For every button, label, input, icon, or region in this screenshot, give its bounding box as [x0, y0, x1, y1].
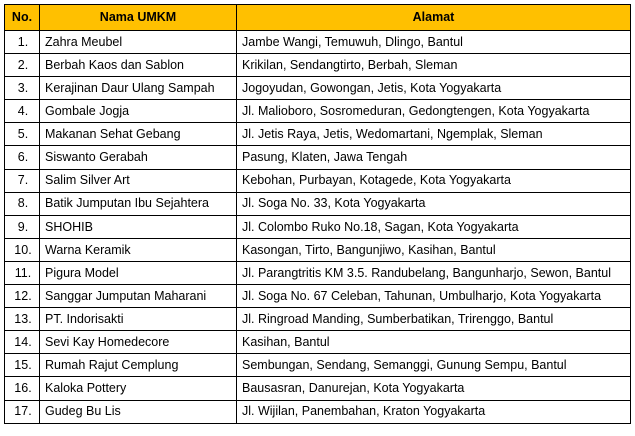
- cell-nama-umkm: Berbah Kaos dan Sablon: [40, 54, 237, 77]
- cell-alamat: Jl. Jetis Raya, Jetis, Wedomartani, Ngemplak, Sleman: [237, 123, 631, 146]
- table-row: [5, 261, 631, 284]
- cell-nama-umkm: Pigura Model: [40, 261, 237, 284]
- table-row: [5, 146, 631, 169]
- cell-alamat: Jl. Soga No. 33, Kota Yogyakarta: [237, 192, 631, 215]
- cell-no: 6.: [5, 146, 40, 169]
- umkm-table: [4, 4, 631, 424]
- cell-alamat: Jl. Parangtritis KM 3.5. Randubelang, Bangunharjo, Sewon, Bantul: [237, 261, 631, 284]
- cell-alamat: Pasung, Klaten, Jawa Tengah: [237, 146, 631, 169]
- cell-nama-umkm: Kaloka Pottery: [40, 377, 237, 400]
- umkm-table-container: [4, 4, 631, 424]
- cell-nama-umkm: Sevi Kay Homedecore: [40, 331, 237, 354]
- header-nama-umkm: Nama UMKM: [40, 5, 237, 31]
- cell-alamat: Krikilan, Sendangtirto, Berbah, Sleman: [237, 54, 631, 77]
- table-row: [5, 169, 631, 192]
- table-row: [5, 54, 631, 77]
- cell-nama-umkm: Zahra Meubel: [40, 31, 237, 54]
- table-row: [5, 331, 631, 354]
- cell-nama-umkm: Gudeg Bu Lis: [40, 400, 237, 423]
- cell-alamat: Jl. Malioboro, Sosromeduran, Gedongtengen, Kota Yogyakarta: [237, 100, 631, 123]
- table-row: [5, 123, 631, 146]
- cell-nama-umkm: Siswanto Gerabah: [40, 146, 237, 169]
- cell-alamat: Jl. Colombo Ruko No.18, Sagan, Kota Yogyakarta: [237, 215, 631, 238]
- cell-no: 12.: [5, 285, 40, 308]
- table-row: [5, 238, 631, 261]
- cell-no: 9.: [5, 215, 40, 238]
- cell-alamat: Jl. Wijilan, Panembahan, Kraton Yogyakarta: [237, 400, 631, 423]
- cell-no: 5.: [5, 123, 40, 146]
- cell-alamat: Jl. Soga No. 67 Celeban, Tahunan, Umbulharjo, Kota Yogyakarta: [237, 285, 631, 308]
- cell-no: 14.: [5, 331, 40, 354]
- cell-alamat: Jambe Wangi, Temuwuh, Dlingo, Bantul: [237, 31, 631, 54]
- cell-nama-umkm: Makanan Sehat Gebang: [40, 123, 237, 146]
- cell-no: 15.: [5, 354, 40, 377]
- cell-nama-umkm: Batik Jumputan Ibu Sejahtera: [40, 192, 237, 215]
- cell-no: 1.: [5, 31, 40, 54]
- cell-nama-umkm: PT. Indorisakti: [40, 308, 237, 331]
- table-row: [5, 285, 631, 308]
- cell-nama-umkm: Rumah Rajut Cemplung: [40, 354, 237, 377]
- table-header-row: [5, 5, 631, 31]
- cell-alamat: Jl. Ringroad Manding, Sumberbatikan, Trirenggo, Bantul: [237, 308, 631, 331]
- cell-no: 17.: [5, 400, 40, 423]
- table-row: [5, 308, 631, 331]
- table-row: [5, 400, 631, 423]
- cell-nama-umkm: Salim Silver Art: [40, 169, 237, 192]
- header-alamat: Alamat: [237, 5, 631, 31]
- cell-no: 4.: [5, 100, 40, 123]
- cell-nama-umkm: SHOHIB: [40, 215, 237, 238]
- cell-alamat: Bausasran, Danurejan, Kota Yogyakarta: [237, 377, 631, 400]
- cell-alamat: Kasihan, Bantul: [237, 331, 631, 354]
- table-row: [5, 215, 631, 238]
- cell-nama-umkm: Warna Keramik: [40, 238, 237, 261]
- cell-nama-umkm: Gombale Jogja: [40, 100, 237, 123]
- cell-nama-umkm: Kerajinan Daur Ulang Sampah: [40, 77, 237, 100]
- cell-alamat: Jogoyudan, Gowongan, Jetis, Kota Yogyakarta: [237, 77, 631, 100]
- cell-no: 7.: [5, 169, 40, 192]
- cell-no: 2.: [5, 54, 40, 77]
- cell-no: 13.: [5, 308, 40, 331]
- table-row: [5, 77, 631, 100]
- cell-alamat: Kasongan, Tirto, Bangunjiwo, Kasihan, Bantul: [237, 238, 631, 261]
- header-no: No.: [5, 5, 40, 31]
- cell-no: 11.: [5, 261, 40, 284]
- cell-no: 8.: [5, 192, 40, 215]
- cell-no: 3.: [5, 77, 40, 100]
- table-row: [5, 100, 631, 123]
- cell-alamat: Kebohan, Purbayan, Kotagede, Kota Yogyakarta: [237, 169, 631, 192]
- table-row: [5, 31, 631, 54]
- table-row: [5, 192, 631, 215]
- table-row: [5, 377, 631, 400]
- cell-no: 10.: [5, 238, 40, 261]
- cell-alamat: Sembungan, Sendang, Semanggi, Gunung Sempu, Bantul: [237, 354, 631, 377]
- cell-nama-umkm: Sanggar Jumputan Maharani: [40, 285, 237, 308]
- cell-no: 16.: [5, 377, 40, 400]
- table-row: [5, 354, 631, 377]
